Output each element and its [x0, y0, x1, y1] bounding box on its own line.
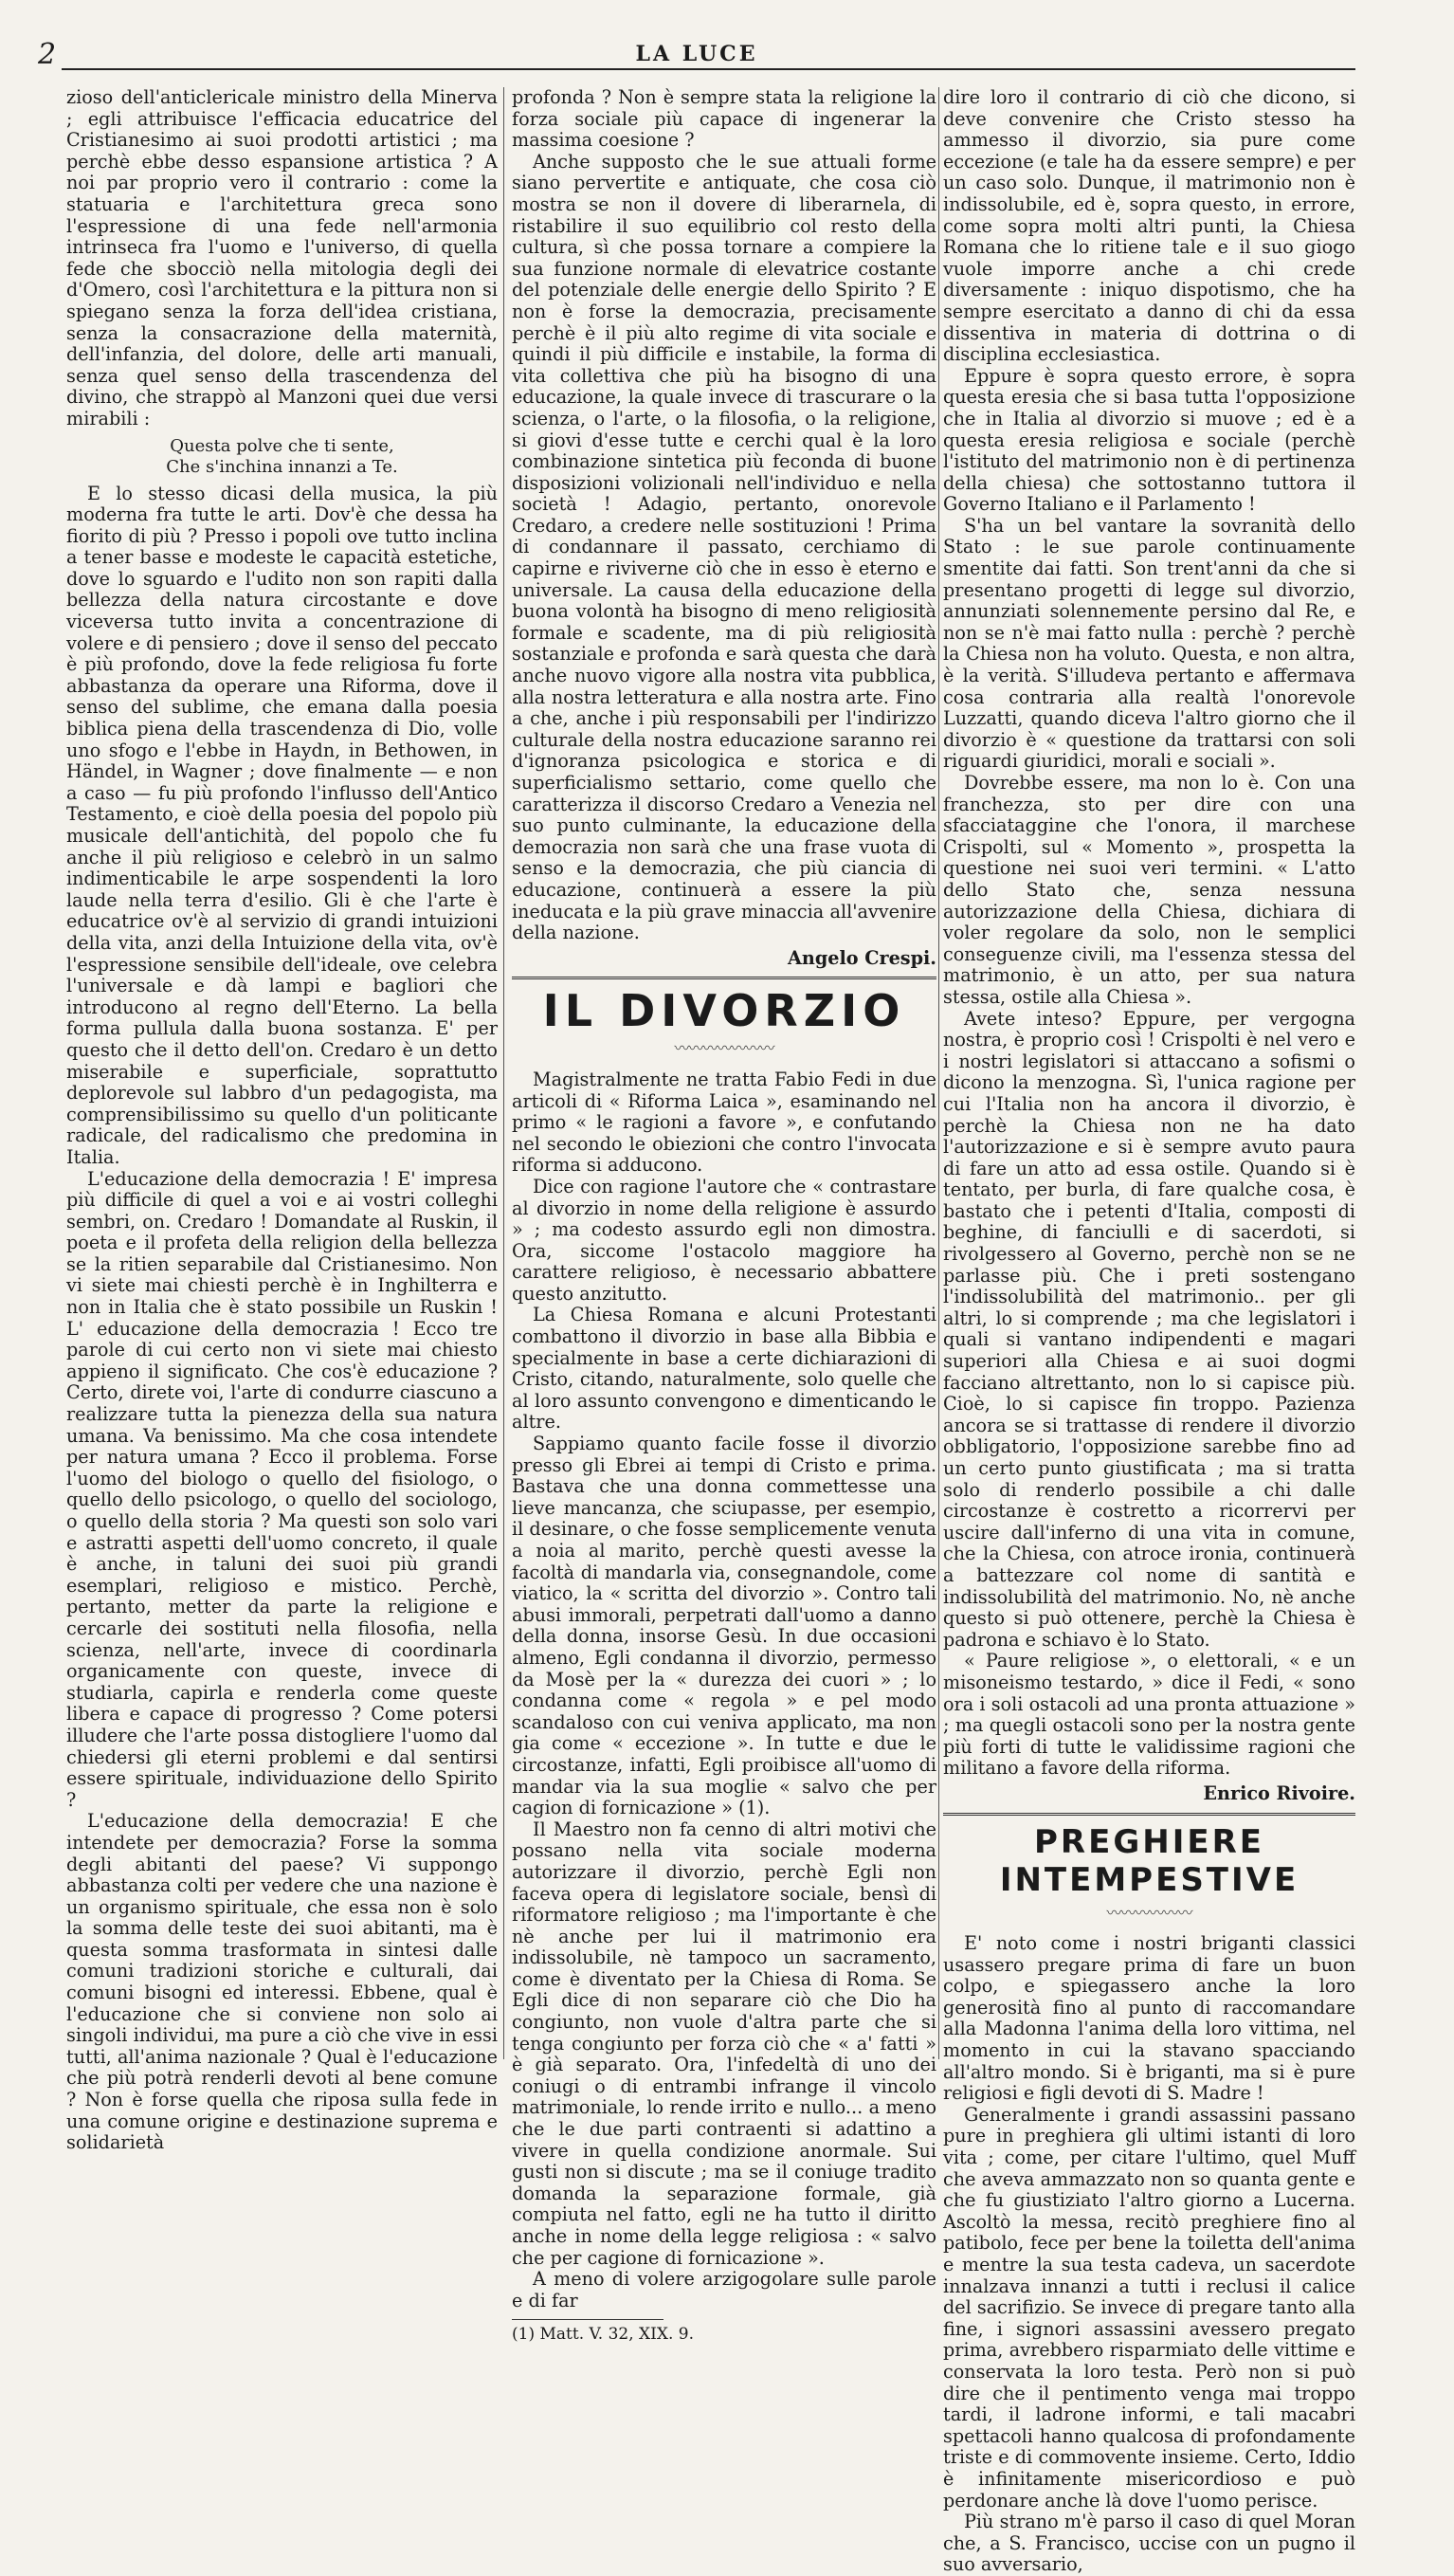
column-1	[66, 87, 498, 2154]
title-ornament: 〰〰〰〰〰〰〰	[674, 1039, 774, 1058]
column-2	[512, 87, 936, 2346]
paragraph: La Chiesa Romana e alcuni Protestanti combattono il divorzio in base alla Bibbia e specialmente in base a certe dichiarazioni di Cristo, citando, naturalmente, solo quelle che al loro assunto convengono e dimenticando le altre.	[512, 1304, 936, 1434]
paragraph: L'educazione della democrazia ! E' impresa più difficile di quel a voi e ai vostri colleghi sembri, on. Credaro ! Domandate al Ruskin, il poeta e il profeta della religion della bellezza se la ritien separabile dal Cristianesimo. Non vi siete mai chiesti perchè è in Inghilterra e non in Italia che è stato possibile un Ruskin ! L' educazione della democrazia ! Ecco tre parole di cui certo non vi siete mai chiesto appieno il significato. Che cos'è educazione ? Certo, direte voi, l'arte di condurre ciascuno a realizzare tutta la pienezza della sua natura umana. Va benissimo. Ma che cosa intendete per natura umana ? Ecco il problema. Forse l'uomo del biologo o quello del fisiologo, o quello dello psicologo, o quello del sociologo, o quello della storia ? Ma questi son solo vari e astratti aspetti dell'uomo concreto, il quale è anche, in taluni dei suoi più grandi esemplari, religioso e mistico. Perchè, pertanto, metter da parte la religione e cercarle dei sostituti nella filosofia, nella scienza, nell'arte, invece di coordinarla organicamente con queste, invece di studiarla, capirla e renderla come queste libera e capace di progresso ? Come potersi illudere che l'arte possa distogliere l'uomo dal chiedersi gli eterni problemi e dal sentirsi essere spirituale, individuazione dello Spirito ?	[66, 1167, 498, 1811]
newspaper-title: LA LUCE	[635, 42, 758, 66]
author-signature: Angelo Crespi.	[787, 946, 936, 969]
poem-quote	[66, 436, 498, 478]
verse-line: Che s'inchina innanzi a Te.	[166, 456, 398, 477]
paragraph: Più strano m'è parso il caso di quel Moran che, a S. Francisco, uccise con un pugno il suo avversario,	[943, 2511, 1355, 2576]
paragraph: « Paure religiose », o elettorali, « e un misoneismo testardo, » dice il Fedi, « sono ora i soli ostacoli ad una pronta attuazione » ; ma quegli ostacoli sono per la nostra gente più forti di tutte le validissime ragioni che militano a favore della riforma.	[943, 1650, 1355, 1780]
article-separator	[512, 977, 936, 979]
article-separator	[943, 1813, 1355, 1816]
paragraph: Sappiamo quanto facile fosse il divorzio presso gli Ebrei ai tempi di Cristo e prima. Bastava che una donna commettesse una lieve mancanza, che sciupasse, per esempio, il desinare, o che fosse semplicemente venuta a noia al marito, perchè questi avesse la facoltà di mandarla via, consegnandole, come viatico, la « scritta del divorzio ». Contro tali abusi immorali, perpetrati dall'uomo a danno della donna, insorse Gesù. In due occasioni almeno, Egli condanna il divorzio, permesso da Mosè per la « durezza dei cuori » ; lo condanna come « regola » e pel modo scandaloso con cui veniva applicato, ma non gia come « eccezione ». In tutte e due le circostanze, infatti, Egli proibisce all'uomo di mandar via la sua moglie « salvo che per cagion di fornicazione » (1).	[512, 1433, 936, 1819]
column-divider	[938, 87, 939, 2059]
column-3	[943, 87, 1355, 2576]
footnote-rule	[512, 2319, 663, 2320]
paragraph: Dice con ragione l'autore che « contrastare al divorzio in nome della religione è assurdo » ; ma codesto assurdo egli non dimostra. Ora, siccome l'ostacolo maggiore ha carattere religioso, è necessario abbattere questo anzitutto.	[512, 1175, 936, 1305]
paragraph: profonda ? Non è sempre stata la religione la forza sociale più capace di ingenerar la massima coesione ?	[512, 86, 936, 152]
column-divider	[503, 87, 504, 2059]
page-number: 2	[38, 38, 57, 71]
paragraph: Anche supposto che le sue attuali forme siano pervertite e antiquate, che cosa ciò mostra se non il dovere di liberarnela, di ristabilire il suo equilibrio col resto della cultura, sì che possa tornare a compiere la sua funzione normale di elevatrice costante del potenziale delle energie dello Spirito ? E non è forse la democrazia, precisamente perchè è il più alto regime di vita sociale e quindi il più difficile e instabile, la forma di vita collettiva che più ha bisogno di una educazione, la quale invece di trascurare o la scienza, o l'arte, o la filosofia, o la religione, si giovi d'esse tutte e cerchi qual è la loro combinazione sintetica più feconda di buone disposizioni volizionali nell'individuo e nella società ! Adagio, pertanto, onorevole Credaro, a credere nelle sostituzioni ! Prima di condannare il passato, cerchiamo di capirne e riviverne ciò che in esso è eterno e universale. La causa della educazione della buona volontà ha bisogno di meno religiosità formale e scadente, ma di più religiosità sostanziale e profonda e sarà questa che darà anche nuovo vigore alla nostra vita pubblica, alla nostra letteratura e alla nostra arte. Fino a che, anche i più responsabili per l'indirizzo culturale della nostra educazione saranno rei d'ignoranza psicologica e storica e di superficialismo settario, come quello che caratterizza il discorso Credaro a Venezia nel suo punto culminante, la educazione della democrazia non sarà che una frase vuota di senso e la democrazia, che più ciancia di educazione, continuerà a essere la più ineducata e la più grave minaccia all'avvenire della nazione.	[512, 150, 936, 944]
paragraph: Magistralmente ne tratta Fabio Fedi in due articoli di « Riforma Laica », esaminando nel primo « le ragioni a favore », e confutando nel secondo le obiezioni che contro l'invocata riforma si adducono.	[512, 1068, 936, 1177]
paragraph: L'educazione della democrazia! E che intendete per democrazia? Forse la somma degli abitanti del paese? Vi suppongo abbastanza colti per vedere che una nazione è un organismo spirituale, che essa non è solo la somma delle teste dei suoi abitanti, ma è questa somma trasformata in sintesi dalle comuni tradizioni storiche e culturali, dai comuni bisogni ed interessi. Ebbene, qual è l'educazione che si conviene non solo ai singoli individui, ma pure a ciò che vive in essi tutti, all'anima nazionale ? Qual è l'educazione che più potrà renderli devoti al bene comune ? Non è forse quella che riposa sulla fede in una comune origine e destinazione suprema e solidarietà	[66, 1810, 498, 2154]
paragraph: Dovrebbe essere, ma non lo è. Con una franchezza, sto per dire con una sfacciataggine che l'onora, il marchese Crispolti, sul « Momento », prospetta la questione nei suoi veri termini. « L'atto dello Stato che, senza nessuna autorizzazione della Chiesa, dichiara di voler regolare da solo, non le semplici conseguenze civili, ma l'essenza stessa del matrimonio, è un atto, per sua natura stessa, ostile alla Chiesa ».	[943, 772, 1355, 1008]
author-signature: Enrico Rivoire.	[1203, 1781, 1355, 1804]
article-title: IL DIVORZIO	[542, 985, 906, 1037]
paragraph: Il Maestro non fa cenno di altri motivi che possano nella vita sociale moderna autorizzare il divorzio, perchè Egli non faceva opera di legislatore sociale, bensì di riformatore religioso ; ma l'importante è che nè anche per lui il matrimonio era indissolubile, nè tampoco un sacramento, come è diventato per la Chiesa di Roma. Se Egli dice di non separare ciò che Dio ha congiunto, non vuole d'altra parte che si tenga congiunto per forza ciò che « a' fatti » è già separato. Ora, l'infedeltà di uno dei coniugi o di entrambi infrange il vincolo matrimoniale, lo rende irrito e nullo... a meno che le due parti contraenti si adattino a vivere in quella condizione anormale. Sui gusti non si discute ; ma se il coniuge tradito domanda la separazione formale, già compiuta nel fatto, egli ne ha tutto il diritto anche in nome della legge religiosa : « salvo che per cagione di fornicazione ».	[512, 1818, 936, 2269]
paragraph: Generalmente i grandi assassini passano pure in preghiera gli ultimi istanti di loro vita ; come, per citare l'ultimo, quel Muff che aveva ammazzato non so quanta gente e che fu giustiziato l'altro giorno a Lucerna. Ascoltò la messa, recitò preghiere fino al patibolo, fece per bene la toiletta dell'anima e mentre la sua testa cadeva, un sacerdote innalzava innanzi a tutti i reclusi il calice del sacrifizio. Se invece di pregare tanto alla fine, i signori assassini avessero pregato prima, avrebbero risparmiato delle vittime e conservata la loro testa. Però non si può dire che il pentimento venga mai troppo tardi, il ladrone informi, e tali macabri spettacoli hanno qualcosa di profondamente triste e di commovente insieme. Certo, Iddio è infinitamente misericordioso e può perdonare anche là dove l'uomo perisce.	[943, 2103, 1355, 2512]
paragraph: Eppure è sopra questo errore, è sopra questa eresia che si basa tutta l'opposizione che in Italia al divorzio si muove ; ed è a questa eresia religiosa e sociale (perchè l'istituto del matrimonio non è di pertinenza della chiesa) che sottostanno tuttora il Governo Italiano e il Parlamento !	[943, 364, 1355, 516]
paragraph: Avete inteso? Eppure, per vergogna nostra, è proprio così ! Crispolti è nel vero e i nostri legislatori si attaccano a sofismi o dicono la menzogna. Sì, l'unica ragione per cui l'Italia non ha ancora il divorzio, è perchè la Chiesa non ne ha dato l'autorizzazione e si è sempre avuto paura di fare un atto ad essa ostile. Quando si è tentato, per burla, di fare qualche cosa, è bastato che i petenti d'Italia, composti di beghine, di fanciulli e di sacerdoti, si rivolgessero al Governo, perchè non se ne parlasse più. Che i preti sostengano l'indissolubilità del matrimonio.. per gli altri, lo si comprende ; ma che legislatori i quali si vantano indipendenti e magari superiori alla Chiesa e ai suoi dogmi facciano altrettanto, non lo si capisce più. Cioè, lo si capisce fin troppo. Pazienza ancora se si trattasse di rendere il divorzio obbligatorio, l'opposizione sarebbe fino ad un certo punto giustificata ; ma si tratta solo di renderlo possibile a chi dalle circostanze è costretto a ricorrervi per uscire dall'inferno di una vita in comune, che la Chiesa, con atroce ironia, continuerà a battezzare col nome di santità e indissolubilità del matrimonio. No, nè anche questo si può ottenere, perchè la Chiesa è padrona e schiavo è lo Stato.	[943, 1007, 1355, 1651]
paragraph: A meno di volere arzigogolare sulle parole e di far	[512, 2268, 936, 2311]
article-title: PREGHIERE INTEMPESTIVE	[999, 1822, 1300, 1899]
footnote: (1) Matt. V. 32, XIX. 9.	[512, 2325, 694, 2345]
title-ornament: 〰〰〰〰〰〰	[1106, 1903, 1192, 1922]
paragraph: E lo stesso dicasi della musica, la più moderna fra tutte le arti. Dov'è che dessa ha fiorito di più ? Presso i popoli ove tutto inclina a tener basse e modeste le capacità estetiche, dove lo sguardo e l'udito non son rapiti dalla bellezza della natura circostante e dove viceversa tutto invita a concentrazione di volere e di pensiero ; dove il senso del peccato è più profondo, dove la fede religiosa fu forte abbastanza da operare una Riforma, dove il senso del sublime, che emana dalla poesia biblica piena della trascendenza di Dio, volle uno sfogo e l'ebbe in Haydn, in Bethowen, in Händel, in Wagner ; dove finalmente — e non a caso — fu più profondo l'influsso dell'Antico Testamento, e cioè della poesia del popolo più musicale dell'antichità, del popolo che fu anche il più religioso e celebrò in un salmo indimenticabile le arpe sospendenti la loro laude nella terra d'esilio. Gli è che l'arte è educatrice ov'è al servizio di grandi intuizioni della vita, anzi della Intuizione della vita, ov'è l'espressione sensibile dell'ideale, ove celebra l'universale e dà lampi e bagliori che introducono al regno dell'Eterno. La bella forma pullula dalla buona sostanza. E' per questo che il detto dell'on. Credaro è un detto miserabile e superficiale, soprattutto deplorevole sul labbro d'un pedagogista, ma comprensibilissimo su quello d'un politicante radicale, del radicalismo che predomina in Italia.	[66, 482, 498, 1168]
header-rule	[62, 68, 1355, 70]
verse-line: Questa polve che ti sente,	[170, 435, 394, 456]
paragraph: E' noto come i nostri briganti classici usassero pregare prima di fare un buon colpo, e spiegassero anche la loro generosità fino al punto di raccomandare alla Madonna l'anima della loro vittima, nel momento in cui la stavano spacciando all'altro mondo. Si è briganti, ma si è pure religiosi e figli devoti di S. Madre !	[943, 1932, 1355, 2105]
paragraph: S'ha un bel vantare la sovranità dello Stato : le sue parole continuamente smentite dai fatti. Son trent'anni da che si presentano progetti di legge sul divorzio, annunziati solennemente persino dal Re, e non se n'è mai fatto nulla : perchè ? perchè la Chiesa non ha voluto. Questa, e non altra, è la verità. S'illudeva pertanto e affermava cosa contraria alla realtà l'onorevole Luzzatti, quando diceva l'altro giorno che il divorzio è « questione da trattarsi con soli riguardi giuridici, morali e sociali ».	[943, 514, 1355, 773]
running-head	[38, 38, 1355, 71]
paragraph: zioso dell'anticlericale ministro della Minerva ; egli attribuisce l'efficacia educatrice del Cristianesimo ai suoi prodotti artistici ; ma perchè ebbe desso espansione artistica ? A noi par proprio vero il contrario : come la statuaria e l'architettura greca sono l'espressione di una fede nell'armonia intrinseca fra l'uomo e l'universo, di quella fede che sbocciò nella mitologia degli dei d'Omero, così l'architettura e la pittura non si spiegano senza la forza dell'idea cristiana, senza la consacrazione della maternità, dell'infanzia, del dolore, delle arti manuali, senza quel senso della trascendenza del divino, che strappò al Manzoni quei due versi mirabili :	[66, 86, 498, 429]
paragraph: dire loro il contrario di ciò che dicono, si deve convenire che Cristo stesso ha ammesso il divorzio, sia pure come eccezione (e tale ha da essere sempre) e per un caso solo. Dunque, il matrimonio non è indissolubile, ed è, sopra questo, in errore, come sopra molti altri punti, la Chiesa Romana che lo ritiene tale e il suo giogo vuole imporre anche a chi crede diversamente : iniquo dispotismo, che ha sempre esercitato a danno di chi da essa dissentiva in materia di dottrina o di disciplina ecclesiastica.	[943, 86, 1355, 366]
